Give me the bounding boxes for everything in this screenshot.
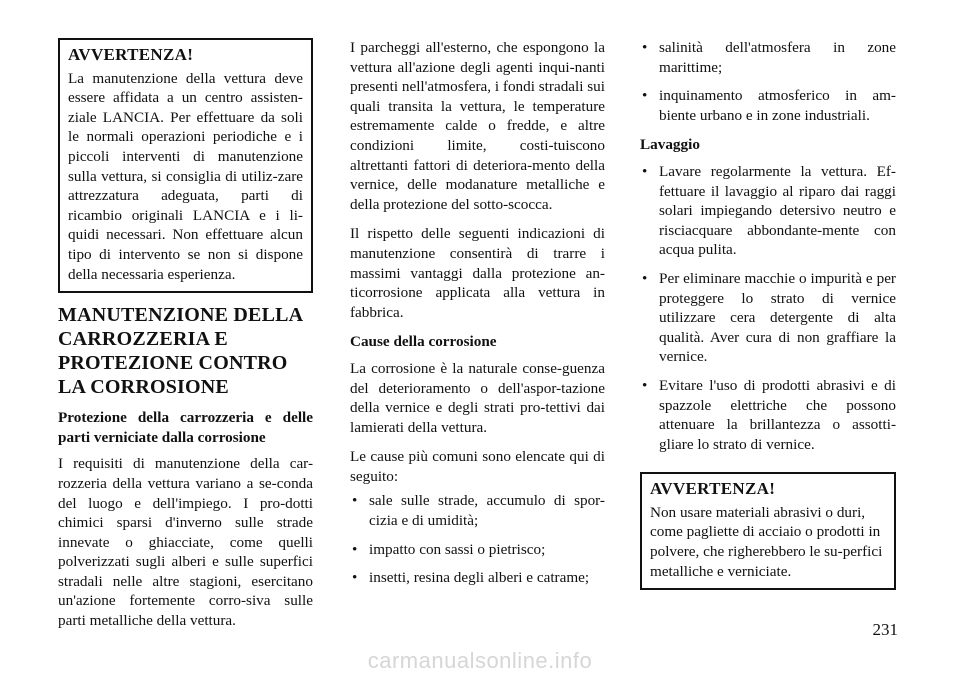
causes-list <box>350 491 605 587</box>
column-middle <box>350 38 605 598</box>
paragraph: Le cause più comuni sono elencate qui di seguito: <box>350 448 605 485</box>
subheading: Lavaggio <box>640 136 700 154</box>
column-left <box>58 38 313 641</box>
paragraph: I parcheggi all'esterno, che espongono la vettura all'azione degli agenti inqui-nanti presenti nell'atmosfera, i fondi stradali sui quali transita la vettura, le temperature estremamente calde o fredde, e altre condizioni limite, costi-tuiscono altrettanti fattori di deteriora-mento della vernice, delle modanature metalliche e della protezione del sotto-scocca. <box>350 39 605 213</box>
page-number: 231 <box>872 620 898 639</box>
list-item: • salinità dell'atmosfera in zone marittime; <box>640 38 896 77</box>
causes-list-continued <box>640 38 896 125</box>
list-item: • Evitare l'uso di prodotti abrasivi e di spazzole elettriche che possono attenuare la brillantezza o assotti-gliare lo strato di vernice. <box>640 376 896 454</box>
paragraph: Il rispetto delle seguenti indicazioni di manutenzione consentirà di trarre i massimi vantaggi dalla protezione an-ticorrosione applicata alla vettura in fabbrica. <box>350 225 605 321</box>
list-item: • insetti, resina degli alberi e catrame; <box>350 568 605 588</box>
watermark: carmanualsonline.info <box>367 648 593 673</box>
warning-title: AVVERTENZA! <box>68 45 194 64</box>
warning-box <box>640 472 896 590</box>
paragraph: I requisiti di manutenzione della car-rozzeria della vettura variano a se-conda del luogo e dell'impiego. I pro-dotti chimici sparsi d'inverno sulle strade innevate o ghiacciate, come quelli polverizzati sugli alberi e sulle superfici stradali nelle altre stagioni, esercitano un'azione fortemente corro-siva sulle parti metalliche della vettura. <box>58 455 313 630</box>
subheading: Protezione della carrozzeria e delle parti verniciate dalla corrosione <box>58 409 313 446</box>
list-item: • Per eliminare macchie o impurità e per proteggere lo strato di vernice utilizzare cera detergente di alta qualità. Aver cura di non graffiare la vernice. <box>640 269 896 367</box>
column-right <box>640 38 896 590</box>
paragraph: La corrosione è la naturale conse-guenza del deterioramento o dell'aspor-tazione della vernice e degli strati pro-tettivi dai lamierati della vettura. <box>350 359 605 436</box>
warning-box <box>58 38 313 293</box>
warning-text: La manutenzione della vettura deve essere affidata a un centro assisten-ziale LANCIA. Per effettuare da soli le normali operazioni periodiche e i piccoli interventi di manutenzione sulla vettura, si consiglia di utiliz-zare attrezzatura adeguata, parti di ricambio originali LANCIA e i li-quidi necessari. Non effettuare alcun tipo di intervento se non si dispone della necessaria esperienza. <box>68 69 303 283</box>
list-item: • impatto con sassi o pietrisco; <box>350 540 605 560</box>
section-heading: MANUTENZIONE DELLA CARROZZERIA E PROTEZIONE CONTRO LA CORROSIONE <box>58 304 303 399</box>
list-item: • Lavare regolarmente la vettura. Ef-fettuare il lavaggio al riparo dai raggi solari impiegando detersivo neutro e risciacquare abbondante-mente con acqua pulita. <box>640 162 896 260</box>
warning-text: Non usare materiali abrasivi o duri, come pagliette di acciaio o prodotti in polvere, che righerebbero le su-perfici metalliche e verniciate. <box>650 503 883 580</box>
list-item: • sale sulle strade, accumulo di spor-cizia e di umidità; <box>350 491 605 530</box>
warning-title: AVVERTENZA! <box>650 479 776 499</box>
washing-list <box>640 162 896 454</box>
subheading: Cause della corrosione <box>350 333 497 351</box>
list-item: • inquinamento atmosferico in am-biente urbano e in zone industriali. <box>640 86 896 125</box>
